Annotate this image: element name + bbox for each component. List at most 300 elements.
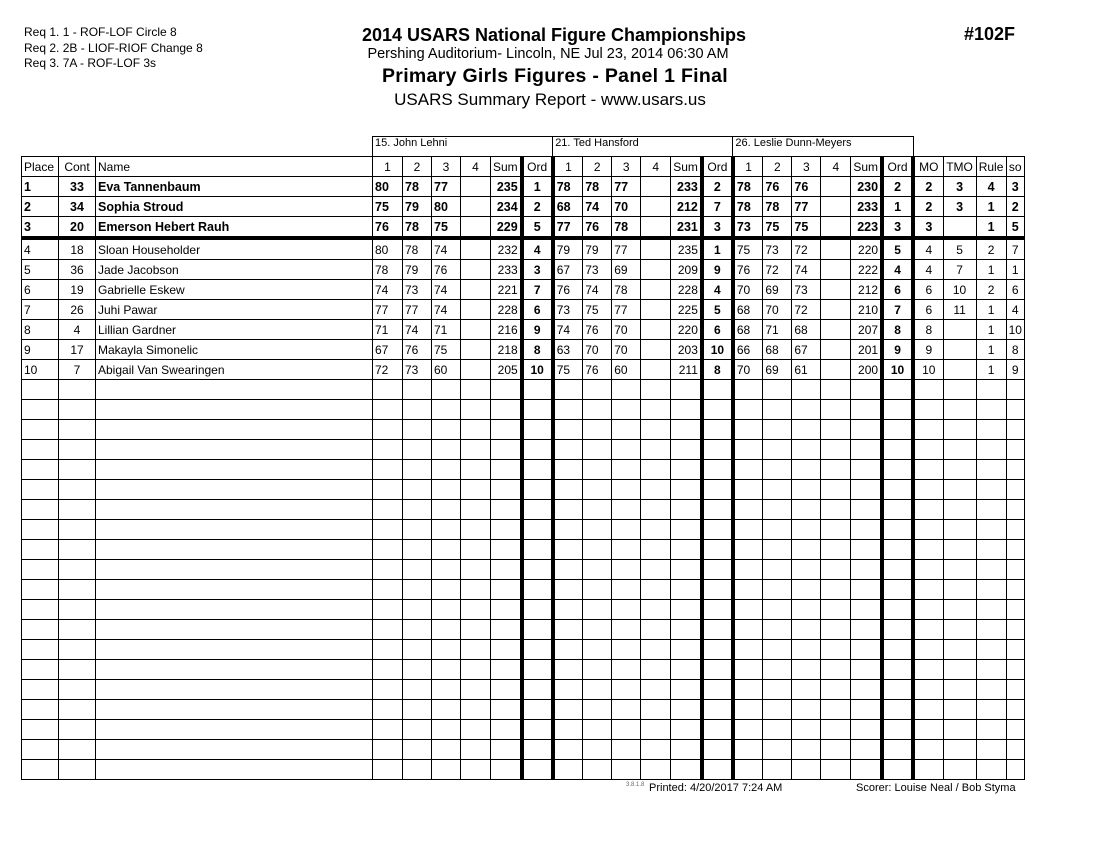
judge-3-score-1-cell xyxy=(733,600,763,620)
judge-3-score-2-cell xyxy=(763,420,792,440)
judge-2-score-3-cell xyxy=(612,620,641,640)
judge-3-score-4-cell xyxy=(821,580,851,600)
total-majority-ordinal-cell xyxy=(943,760,976,780)
judge-3-score-2-cell xyxy=(763,480,792,500)
majority-ordinal-cell xyxy=(913,540,943,560)
judge-3-score-2-cell: 70 xyxy=(763,300,792,320)
judge-1-score-1-cell xyxy=(373,500,403,520)
judge-3-score-4-cell xyxy=(821,740,851,760)
judge-1-score-3-cell: 74 xyxy=(432,300,461,320)
judge-1-score-1-cell: 71 xyxy=(373,320,403,340)
judge-2-sum-cell xyxy=(671,640,702,660)
place-cell xyxy=(22,640,59,660)
judge-2-score-4-cell xyxy=(641,680,671,700)
rule-cell xyxy=(976,520,1006,540)
skater-name-cell: Gabrielle Eskew xyxy=(96,280,373,300)
judge-2-score-1-cell xyxy=(553,500,583,520)
col-place: Place xyxy=(22,157,59,177)
judge-3-score-4-cell xyxy=(821,217,851,239)
rule-cell xyxy=(976,580,1006,600)
contestant-number-cell xyxy=(59,520,96,540)
place-cell: 3 xyxy=(22,217,59,239)
skater-name-cell xyxy=(96,540,373,560)
judge-2-ordinal-cell: 5 xyxy=(702,300,733,320)
judge-2-score-4-cell xyxy=(641,540,671,560)
place-cell xyxy=(22,520,59,540)
judge-2-score-2-cell xyxy=(583,600,612,620)
judge-1-ordinal-cell xyxy=(522,620,553,640)
judge-3-sum-cell xyxy=(851,560,882,580)
judge-3-score-1-cell xyxy=(733,460,763,480)
judge-2-score-4-cell xyxy=(641,620,671,640)
judge-3-score-4-cell xyxy=(821,260,851,280)
judge-3-ordinal-cell xyxy=(882,380,913,400)
judge-3-ordinal-cell: 4 xyxy=(882,260,913,280)
place-cell: 9 xyxy=(22,340,59,360)
judge-3-score-3-cell xyxy=(792,700,821,720)
judge-3-score-3-cell xyxy=(792,440,821,460)
judge-1-ordinal-cell: 5 xyxy=(522,217,553,239)
report-subtitle: USARS Summary Report - www.usars.us xyxy=(394,90,706,109)
judge-1-ordinal-cell: 2 xyxy=(522,197,553,217)
skater-name-cell xyxy=(96,480,373,500)
empty-row xyxy=(22,700,1025,720)
judge-3-score-4-cell xyxy=(821,540,851,560)
so-cell xyxy=(1006,640,1024,660)
judge-2-sum-cell xyxy=(671,500,702,520)
judge-1-score-4-cell xyxy=(461,740,491,760)
total-majority-ordinal-cell xyxy=(943,580,976,600)
so-cell xyxy=(1006,700,1024,720)
total-majority-ordinal-cell xyxy=(943,420,976,440)
total-majority-ordinal-cell xyxy=(943,380,976,400)
judge-3-score-2-cell xyxy=(763,460,792,480)
judge-3-score-4-cell xyxy=(821,620,851,640)
judge-3-score-4-cell xyxy=(821,177,851,197)
judge-1-score-3-cell xyxy=(432,440,461,460)
judge-3-sum-cell: 210 xyxy=(851,300,882,320)
col-j2-sum: Sum xyxy=(671,157,702,177)
contestant-number-cell xyxy=(59,500,96,520)
rule-cell: 1 xyxy=(976,360,1006,380)
judge-1-score-4-cell xyxy=(461,480,491,500)
judge-1-ordinal-cell xyxy=(522,640,553,660)
total-majority-ordinal-cell xyxy=(943,620,976,640)
judge-3-score-1-cell xyxy=(733,740,763,760)
judge-1-score-1-cell: 78 xyxy=(373,260,403,280)
judge-3-score-3-cell xyxy=(792,620,821,640)
judge-1-score-4-cell xyxy=(461,360,491,380)
judge-3-score-3-cell xyxy=(792,760,821,780)
judge-1-score-3-cell xyxy=(432,620,461,640)
col-j3-1: 1 xyxy=(733,157,763,177)
judge-2-score-4-cell xyxy=(641,640,671,660)
judge-1-score-3-cell: 75 xyxy=(432,340,461,360)
so-cell xyxy=(1006,600,1024,620)
judge-3-sum-cell xyxy=(851,760,882,780)
judge-3-score-1-cell xyxy=(733,560,763,580)
judge-2-score-3-cell xyxy=(612,520,641,540)
judge-3-ordinal-cell: 5 xyxy=(882,238,913,260)
judge-3-score-2-cell xyxy=(763,400,792,420)
judge-3-ordinal-cell xyxy=(882,480,913,500)
judge-2-score-4-cell xyxy=(641,300,671,320)
judge-1-score-4-cell xyxy=(461,400,491,420)
judge-1-score-2-cell xyxy=(403,720,432,740)
judge-3-sum-cell xyxy=(851,480,882,500)
judge-3-score-3-cell xyxy=(792,480,821,500)
total-majority-ordinal-cell: 11 xyxy=(943,300,976,320)
judge-1-score-2-cell xyxy=(403,600,432,620)
contestant-number-cell xyxy=(59,440,96,460)
majority-ordinal-cell xyxy=(913,520,943,540)
judge-3-score-2-cell xyxy=(763,620,792,640)
judge-1-score-4-cell xyxy=(461,460,491,480)
judge-3-score-1-cell xyxy=(733,620,763,640)
total-majority-ordinal-cell: 10 xyxy=(943,280,976,300)
judge-3-ordinal-cell xyxy=(882,700,913,720)
judge-3-score-4-cell xyxy=(821,360,851,380)
judge-2-score-1-cell xyxy=(553,600,583,620)
judge-3-ordinal-cell xyxy=(882,400,913,420)
judge-2-score-1-cell: 78 xyxy=(553,177,583,197)
judge-3-score-3-cell xyxy=(792,460,821,480)
judge-1-sum-cell: 235 xyxy=(491,177,522,197)
judge-1-score-2-cell xyxy=(403,380,432,400)
judge-2-sum-cell xyxy=(671,440,702,460)
judge-3-sum-cell xyxy=(851,620,882,640)
majority-ordinal-cell xyxy=(913,380,943,400)
judge-2-sum-cell: 235 xyxy=(671,238,702,260)
judge-1-score-2-cell xyxy=(403,620,432,640)
judge-2-score-4-cell xyxy=(641,600,671,620)
judge-3-score-2-cell xyxy=(763,760,792,780)
judge-2-score-2-cell: 74 xyxy=(583,197,612,217)
judge-2-score-2-cell: 79 xyxy=(583,238,612,260)
judge-3-score-4-cell xyxy=(821,760,851,780)
judge-1-score-3-cell xyxy=(432,660,461,680)
judge-1-sum-cell xyxy=(491,620,522,640)
majority-ordinal-cell xyxy=(913,420,943,440)
judge-1-score-4-cell xyxy=(461,440,491,460)
judge-3-score-4-cell xyxy=(821,700,851,720)
judge-1-score-1-cell xyxy=(373,700,403,720)
judge-1-sum-cell xyxy=(491,540,522,560)
judge-1-sum-cell: 229 xyxy=(491,217,522,239)
judge-3-ordinal-cell: 1 xyxy=(882,197,913,217)
judge-3-score-1-cell: 75 xyxy=(733,238,763,260)
judge-2-ordinal-cell: 9 xyxy=(702,260,733,280)
judge-1-score-2-cell xyxy=(403,700,432,720)
judge-2-sum-cell xyxy=(671,520,702,540)
report-header xyxy=(330,24,780,111)
contestant-number-cell: 7 xyxy=(59,360,96,380)
place-cell xyxy=(22,500,59,520)
judge-1-ordinal-cell xyxy=(522,520,553,540)
judge-3-score-2-cell xyxy=(763,380,792,400)
judge-3-sum-cell xyxy=(851,640,882,660)
place-cell xyxy=(22,380,59,400)
judge-1-score-3-cell xyxy=(432,680,461,700)
total-majority-ordinal-cell xyxy=(943,720,976,740)
judge-2-score-3-cell: 60 xyxy=(612,360,641,380)
judge-2-score-1-cell: 63 xyxy=(553,340,583,360)
judge-2-sum-cell xyxy=(671,480,702,500)
rule-cell xyxy=(976,420,1006,440)
majority-ordinal-cell xyxy=(913,660,943,680)
total-majority-ordinal-cell xyxy=(943,440,976,460)
judge-3-score-4-cell xyxy=(821,440,851,460)
judge-1-score-4-cell xyxy=(461,320,491,340)
empty-row xyxy=(22,420,1025,440)
judge-2-sum-cell: 212 xyxy=(671,197,702,217)
judge-3-ordinal-cell xyxy=(882,600,913,620)
judge-3-score-4-cell xyxy=(821,500,851,520)
judge-2-score-2-cell xyxy=(583,420,612,440)
majority-ordinal-cell: 6 xyxy=(913,300,943,320)
judge-3-score-2-cell xyxy=(763,520,792,540)
col-j1-sum: Sum xyxy=(491,157,522,177)
judge-2-score-4-cell xyxy=(641,440,671,460)
col-j1-1: 1 xyxy=(373,157,403,177)
total-majority-ordinal-cell xyxy=(943,480,976,500)
judge-3-score-4-cell xyxy=(821,480,851,500)
judge-3-score-3-cell xyxy=(792,660,821,680)
judge-3-score-2-cell xyxy=(763,640,792,660)
judge-1-score-1-cell xyxy=(373,480,403,500)
col-j1-4: 4 xyxy=(461,157,491,177)
judge-1-score-2-cell xyxy=(403,740,432,760)
judge-3-name: 26. Leslie Dunn-Meyers xyxy=(733,137,913,157)
judge-1-score-2-cell: 78 xyxy=(403,177,432,197)
judge-2-score-3-cell xyxy=(612,440,641,460)
so-cell: 1 xyxy=(1006,260,1024,280)
judge-2-ordinal-cell xyxy=(702,420,733,440)
col-j2-2: 2 xyxy=(583,157,612,177)
judge-2-score-2-cell xyxy=(583,380,612,400)
judge-2-score-1-cell: 67 xyxy=(553,260,583,280)
judge-3-score-4-cell xyxy=(821,340,851,360)
judge-1-score-2-cell: 73 xyxy=(403,360,432,380)
judge-1-ordinal-cell xyxy=(522,720,553,740)
judge-3-sum-cell xyxy=(851,380,882,400)
judge-2-score-2-cell: 76 xyxy=(583,320,612,340)
judge-1-sum-cell xyxy=(491,480,522,500)
col-j3-ord: Ord xyxy=(882,157,913,177)
majority-ordinal-cell: 10 xyxy=(913,360,943,380)
judge-1-sum-cell xyxy=(491,660,522,680)
judge-3-score-3-cell xyxy=(792,580,821,600)
col-j2-3: 3 xyxy=(612,157,641,177)
result-row xyxy=(22,300,1025,320)
judge-1-ordinal-cell xyxy=(522,380,553,400)
judge-2-score-4-cell xyxy=(641,360,671,380)
majority-ordinal-cell xyxy=(913,720,943,740)
place-cell xyxy=(22,440,59,460)
skater-name-cell: Emerson Hebert Rauh xyxy=(96,217,373,239)
rule-cell xyxy=(976,700,1006,720)
place-cell xyxy=(22,620,59,640)
result-row xyxy=(22,217,1025,239)
judge-2-sum-cell xyxy=(671,560,702,580)
judge-3-score-1-cell: 68 xyxy=(733,320,763,340)
judge-2-ordinal-cell: 8 xyxy=(702,360,733,380)
skater-name-cell xyxy=(96,520,373,540)
judge-2-score-3-cell xyxy=(612,500,641,520)
judge-2-score-2-cell xyxy=(583,700,612,720)
judge-3-score-4-cell xyxy=(821,680,851,700)
judge-2-score-1-cell xyxy=(553,460,583,480)
judge-2-score-1-cell xyxy=(553,660,583,680)
judge-1-score-4-cell xyxy=(461,197,491,217)
judge-2-score-3-cell xyxy=(612,600,641,620)
col-j1-ord: Ord xyxy=(522,157,553,177)
empty-row xyxy=(22,460,1025,480)
total-majority-ordinal-cell xyxy=(943,460,976,480)
judge-1-score-2-cell xyxy=(403,540,432,560)
judge-3-ordinal-cell xyxy=(882,740,913,760)
majority-ordinal-cell: 4 xyxy=(913,238,943,260)
judge-3-score-4-cell xyxy=(821,300,851,320)
empty-row xyxy=(22,660,1025,680)
judge-2-score-4-cell xyxy=(641,380,671,400)
judge-1-score-1-cell: 72 xyxy=(373,360,403,380)
judge-1-score-4-cell xyxy=(461,340,491,360)
judge-3-score-1-cell xyxy=(733,680,763,700)
total-majority-ordinal-cell xyxy=(943,520,976,540)
skater-name-cell xyxy=(96,740,373,760)
col-tmo: TMO xyxy=(943,157,976,177)
printed-timestamp: Printed: 4/20/2017 7:24 AM xyxy=(649,782,783,794)
place-cell: 7 xyxy=(22,300,59,320)
contestant-number-cell: 19 xyxy=(59,280,96,300)
judge-2-score-2-cell xyxy=(583,620,612,640)
judge-2-ordinal-cell xyxy=(702,620,733,640)
judge-3-score-1-cell xyxy=(733,540,763,560)
judge-2-ordinal-cell xyxy=(702,400,733,420)
judge-3-score-1-cell: 70 xyxy=(733,280,763,300)
empty-row xyxy=(22,760,1025,780)
empty-row xyxy=(22,640,1025,660)
judge-3-score-3-cell xyxy=(792,720,821,740)
contestant-number-cell: 34 xyxy=(59,197,96,217)
judge-3-ordinal-cell xyxy=(882,460,913,480)
empty-row xyxy=(22,600,1025,620)
judge-3-score-1-cell xyxy=(733,660,763,680)
judge-2-ordinal-cell xyxy=(702,720,733,740)
contestant-number-cell xyxy=(59,580,96,600)
contestant-number-cell xyxy=(59,640,96,660)
judge-2-sum-cell: 225 xyxy=(671,300,702,320)
contestant-number-cell xyxy=(59,700,96,720)
judge-2-score-3-cell: 69 xyxy=(612,260,641,280)
so-cell xyxy=(1006,740,1024,760)
judge-3-score-3-cell: 75 xyxy=(792,217,821,239)
judge-2-sum-cell xyxy=(671,720,702,740)
judge-1-score-3-cell xyxy=(432,600,461,620)
judge-2-score-1-cell: 68 xyxy=(553,197,583,217)
judge-1-score-4-cell xyxy=(461,660,491,680)
judge-2-score-2-cell: 74 xyxy=(583,280,612,300)
judge-3-score-3-cell xyxy=(792,740,821,760)
judge-3-score-1-cell: 70 xyxy=(733,360,763,380)
judge-1-score-3-cell: 76 xyxy=(432,260,461,280)
total-majority-ordinal-cell: 5 xyxy=(943,238,976,260)
judge-3-sum-cell xyxy=(851,520,882,540)
judge-1-score-3-cell xyxy=(432,540,461,560)
judge-1-score-3-cell xyxy=(432,480,461,500)
judge-2-score-2-cell xyxy=(583,720,612,740)
judge-3-sum-cell: 207 xyxy=(851,320,882,340)
judge-1-score-1-cell xyxy=(373,640,403,660)
judge-1-sum-cell: 234 xyxy=(491,197,522,217)
judge-2-ordinal-cell xyxy=(702,580,733,600)
col-j1-3: 3 xyxy=(432,157,461,177)
judge-2-sum-cell xyxy=(671,600,702,620)
judge-2-score-3-cell xyxy=(612,740,641,760)
judge-1-score-2-cell xyxy=(403,420,432,440)
judge-1-score-2-cell xyxy=(403,440,432,460)
judge-1-score-2-cell: 79 xyxy=(403,197,432,217)
judge-2-score-1-cell xyxy=(553,560,583,580)
judge-3-sum-cell: 212 xyxy=(851,280,882,300)
judge-2-score-4-cell xyxy=(641,760,671,780)
judge-2-sum-cell xyxy=(671,400,702,420)
rule-cell: 4 xyxy=(976,177,1006,197)
judge-1-score-4-cell xyxy=(461,217,491,239)
judge-3-score-1-cell: 76 xyxy=(733,260,763,280)
judge-1-sum-cell xyxy=(491,760,522,780)
judge-3-score-4-cell xyxy=(821,660,851,680)
majority-ordinal-cell xyxy=(913,580,943,600)
judge-2-score-1-cell xyxy=(553,380,583,400)
judge-3-score-2-cell: 71 xyxy=(763,320,792,340)
judge-1-score-1-cell xyxy=(373,420,403,440)
judge-2-score-2-cell xyxy=(583,640,612,660)
col-j2-ord: Ord xyxy=(702,157,733,177)
judge-2-score-1-cell: 75 xyxy=(553,360,583,380)
place-cell xyxy=(22,420,59,440)
place-cell xyxy=(22,580,59,600)
rule-cell xyxy=(976,740,1006,760)
skater-name-cell: Abigail Van Swearingen xyxy=(96,360,373,380)
judge-1-score-4-cell xyxy=(461,300,491,320)
judge-1-score-1-cell xyxy=(373,560,403,580)
place-cell xyxy=(22,540,59,560)
judge-2-score-4-cell xyxy=(641,460,671,480)
judge-1-score-4-cell xyxy=(461,640,491,660)
judge-3-score-3-cell: 74 xyxy=(792,260,821,280)
contestant-number-cell xyxy=(59,600,96,620)
judge-3-score-2-cell xyxy=(763,700,792,720)
judge-2-score-1-cell: 73 xyxy=(553,300,583,320)
rule-cell xyxy=(976,680,1006,700)
col-name: Name xyxy=(96,157,373,177)
judge-1-score-3-cell: 80 xyxy=(432,197,461,217)
rule-cell xyxy=(976,600,1006,620)
judge-2-score-2-cell xyxy=(583,400,612,420)
judge-1-score-2-cell xyxy=(403,520,432,540)
rule-cell: 1 xyxy=(976,300,1006,320)
majority-ordinal-cell xyxy=(913,680,943,700)
judge-1-ordinal-cell: 4 xyxy=(522,238,553,260)
so-cell xyxy=(1006,440,1024,460)
empty-row xyxy=(22,560,1025,580)
col-so: so xyxy=(1006,157,1024,177)
judge-1-score-2-cell xyxy=(403,500,432,520)
contestant-number-cell: 4 xyxy=(59,320,96,340)
judge-1-score-2-cell: 78 xyxy=(403,238,432,260)
